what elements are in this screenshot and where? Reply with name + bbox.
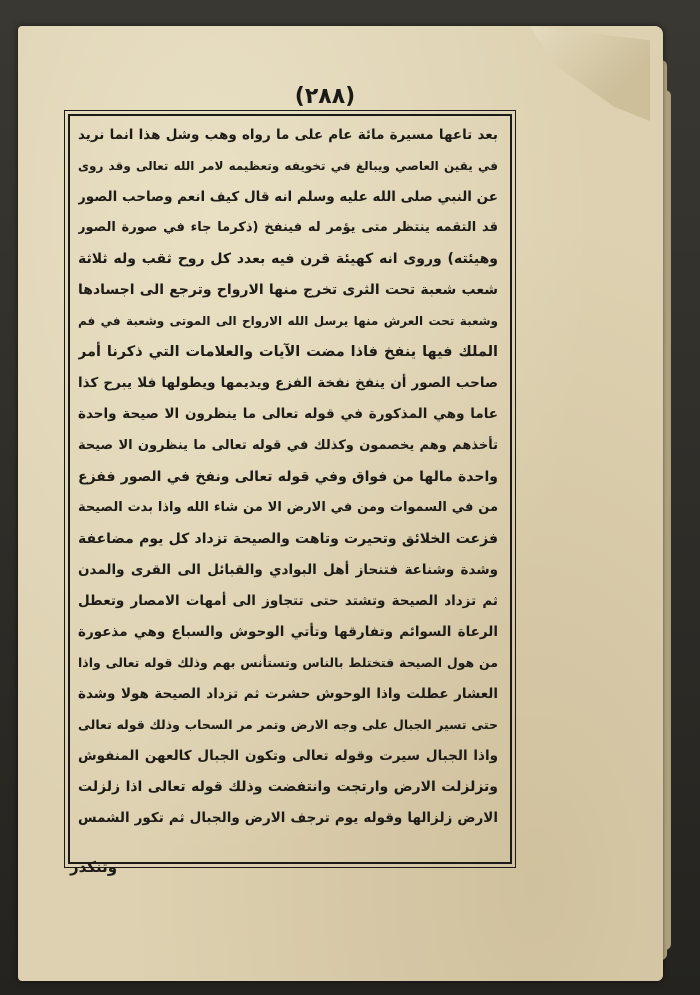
text-line: وشعبة تحت العرش منها يرسل الله الارواح الى الموتى وشعبة في فم xyxy=(78,314,498,328)
text-block xyxy=(78,120,498,860)
text-line: وشدة وشناعة فتنحاز أهل البوادي والقبائل الى القرى والمدن xyxy=(78,562,498,578)
text-line: عن النبي صلى الله عليه وسلم انه قال كيف انعم وصاحب الصور xyxy=(78,189,498,205)
text-line: الرعاة السوائم وتفارقها وتأتي الوحوش والسباع وهي مذعورة xyxy=(78,624,498,640)
text-line: وهيئته) وروى انه كهيئة قرن فيه بعدد كل روح ثقب وله ثلاثة xyxy=(78,251,498,267)
text-line: من هول الصيحة فتختلط بالناس وتستأنس بهم وذلك قوله تعالى واذا xyxy=(78,655,498,670)
text-line: شعب شعبة تحت الثرى تخرج منها الارواح وترجع الى اجسادها xyxy=(78,282,498,298)
text-line: فزعت الخلائق وتحيرت وتاهت والصيحة تزداد كل يوم مضاعفة xyxy=(78,531,498,547)
page-number: (٢٨٨) xyxy=(294,84,356,109)
text-line: ثم تزداد الصيحة وتشتد حتى تتجاوز الى أمهات الامصار وتعطل xyxy=(78,593,498,609)
text-line: قد التقمه ينتظر متى يؤمر له فينفخ (ذكرما جاء في صورة الصور xyxy=(78,220,498,235)
text-line: تأخذهم وهم يخصمون وكذلك في قوله تعالى ما ينظرون الا صيحة xyxy=(78,438,498,453)
text-line: العشار عطلت واذا الوحوش حشرت ثم تزداد الصيحة هولا وشدة xyxy=(78,686,498,702)
text-line: من في السموات ومن في الارض الا من شاء الله واذا بدت الصيحة xyxy=(78,500,498,515)
text-line: بعد تاعها مسيرة مائة عام على ما رواه وهب وشل هذا انما نريد xyxy=(78,127,498,143)
text-line: في يقين العاصي ويبالغ في تخويفه وتعظيمه لامر الله تعالى وقد روى xyxy=(78,159,498,173)
text-line: الارض زلزالها وقوله يوم ترجف الارض والجبال ثم تكور الشمس xyxy=(78,810,498,826)
text-line: وتزلزلت الارض وارتجت وانتفضت وذلك قوله تعالى اذا زلزلت xyxy=(78,779,498,795)
text-line: حتى تسير الجبال على وجه الارض وتمر مر السحاب وذلك قوله تعالى xyxy=(78,717,498,732)
text-line: الملك فيها ينفخ فاذا مضت الآيات والعلامات التي ذكرنا أمر xyxy=(78,344,498,360)
text-line: صاحب الصور أن ينفخ نفخة الفزع ويديمها ويطولها فلا يبرح كذا xyxy=(78,375,498,391)
text-line: واذا الجبال سيرت وقوله تعالى وتكون الجبال كالعهن المنفوش xyxy=(78,748,498,764)
text-line: عاما وهي المذكورة في قوله تعالى ما ينظرون الا صيحة واحدة xyxy=(78,406,498,422)
text-line: واحدة مالها من فواق وفي قوله تعالى ونفخ في الصور ففزع xyxy=(78,469,498,485)
catchword: وتنكدر xyxy=(70,858,118,876)
